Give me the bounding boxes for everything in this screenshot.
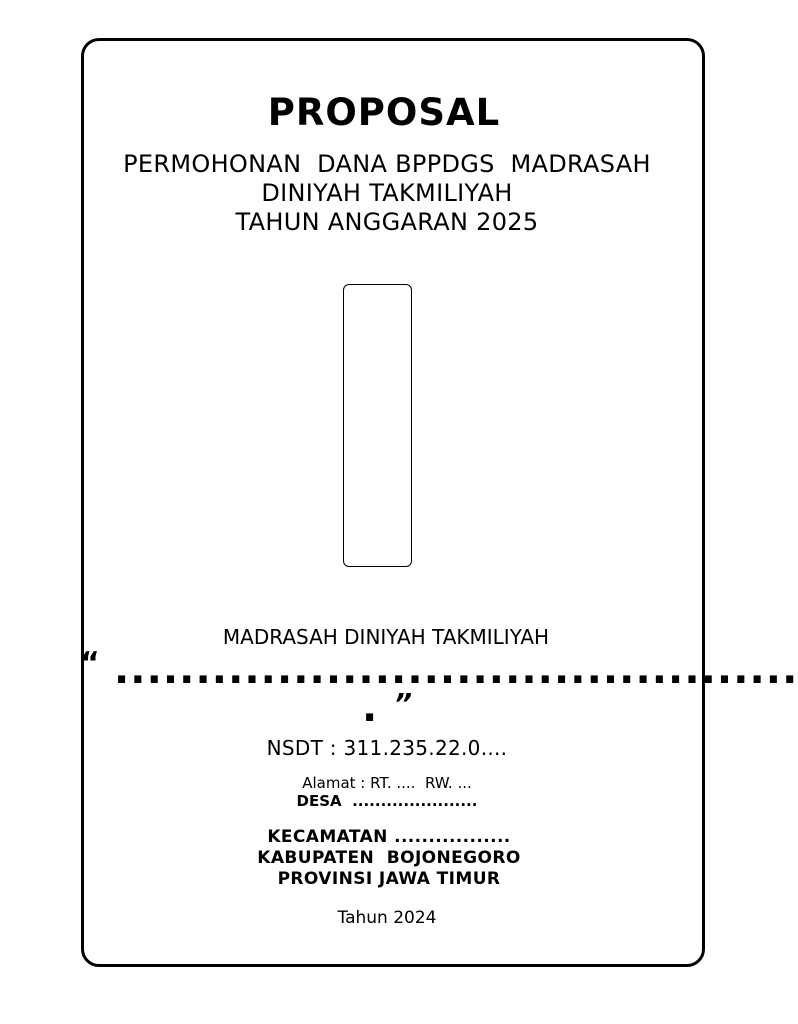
logo-placeholder [343, 284, 412, 567]
document-title: PROPOSAL [267, 91, 501, 134]
document-year: Tahun 2024 [337, 908, 437, 928]
subtitle-line: TAHUN ANGGARAN 2025 [235, 208, 539, 236]
school-name-close-quote: ” [394, 687, 413, 720]
subtitle-line: PERMOHONAN DANA BPPDGS MADRASAH [123, 150, 651, 178]
document-subtitle [0, 150, 774, 237]
regency-line: KABUPATEN BOJONEGORO [257, 848, 521, 868]
province-line: PROVINSI JAWA TIMUR [277, 869, 501, 889]
region-block [0, 827, 778, 890]
school-name-open-quote: “ [80, 646, 100, 681]
school-type: MADRASAH DINIYAH TAKMILIYAH [222, 625, 550, 649]
nsdt-number: NSDT : 311.235.22.0.... [266, 736, 508, 760]
village-line: DESA ...................... [296, 792, 478, 810]
address-line: Alamat : RT. .... RW. ... [302, 774, 472, 792]
school-name-last-dot: . [362, 685, 378, 731]
subtitle-line: DINIYAH TAKMILIYAH [261, 179, 513, 207]
school-name-blank: .......................................... [114, 647, 798, 693]
district-line: KECAMATAN ................. [267, 827, 511, 847]
